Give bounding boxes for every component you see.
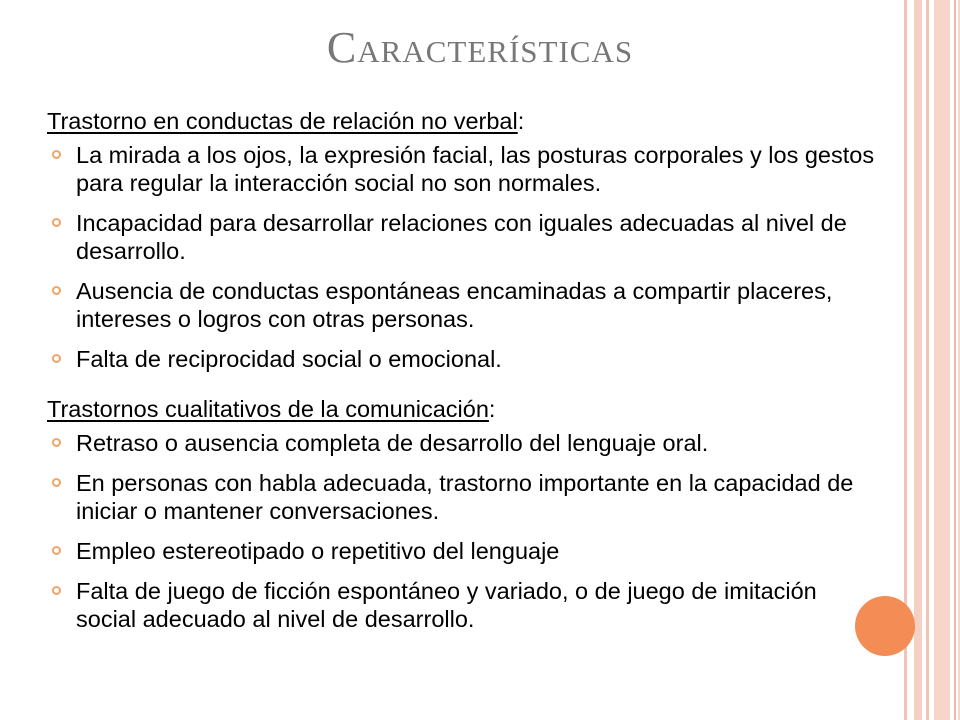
slide-title: Características: [326, 23, 634, 72]
bullet-icon: [52, 438, 61, 447]
list-item: En personas con habla adecuada, trastorno importante en la capacidad de iniciar o mantener conversaciones.: [47, 469, 877, 525]
list-item: Ausencia de conductas espontáneas encaminadas a compartir placeres, intereses o logros con otras personas.: [47, 277, 877, 333]
list-item: Falta de reciprocidad social o emocional.: [47, 345, 877, 373]
decorative-stripes: [904, 0, 960, 720]
bullet-icon: [52, 546, 61, 555]
bullet-icon: [52, 150, 61, 159]
bullet-icon: [52, 286, 61, 295]
bullet-icon: [52, 218, 61, 227]
bullet-icon: [52, 354, 61, 363]
bullet-icon: [52, 586, 61, 595]
list-item: Empleo estereotipado o repetitivo del lenguaje: [47, 537, 877, 565]
bullet-list: [47, 429, 877, 633]
section-heading: Trastorno en conductas de relación no verbal:: [47, 108, 525, 134]
list-item: Incapacidad para desarrollar relaciones con iguales adecuadas al nivel de desarrollo.: [47, 209, 877, 265]
accent-circle: [855, 596, 915, 656]
bullet-list: [47, 141, 877, 373]
section-communication: [47, 395, 877, 633]
section-nonverbal: [47, 107, 877, 373]
slide-content: [47, 107, 877, 645]
section-heading: Trastornos cualitativos de la comunicación:: [47, 396, 496, 422]
list-item: Retraso o ausencia completa de desarrollo del lenguaje oral.: [47, 429, 877, 457]
list-item: Falta de juego de ficción espontáneo y variado, o de juego de imitación social adecuado al nivel de desarrollo.: [47, 577, 877, 633]
list-item: La mirada a los ojos, la expresión facial, las posturas corporales y los gestos para regular la interacción social no son normales.: [47, 141, 877, 197]
bullet-icon: [52, 478, 61, 487]
